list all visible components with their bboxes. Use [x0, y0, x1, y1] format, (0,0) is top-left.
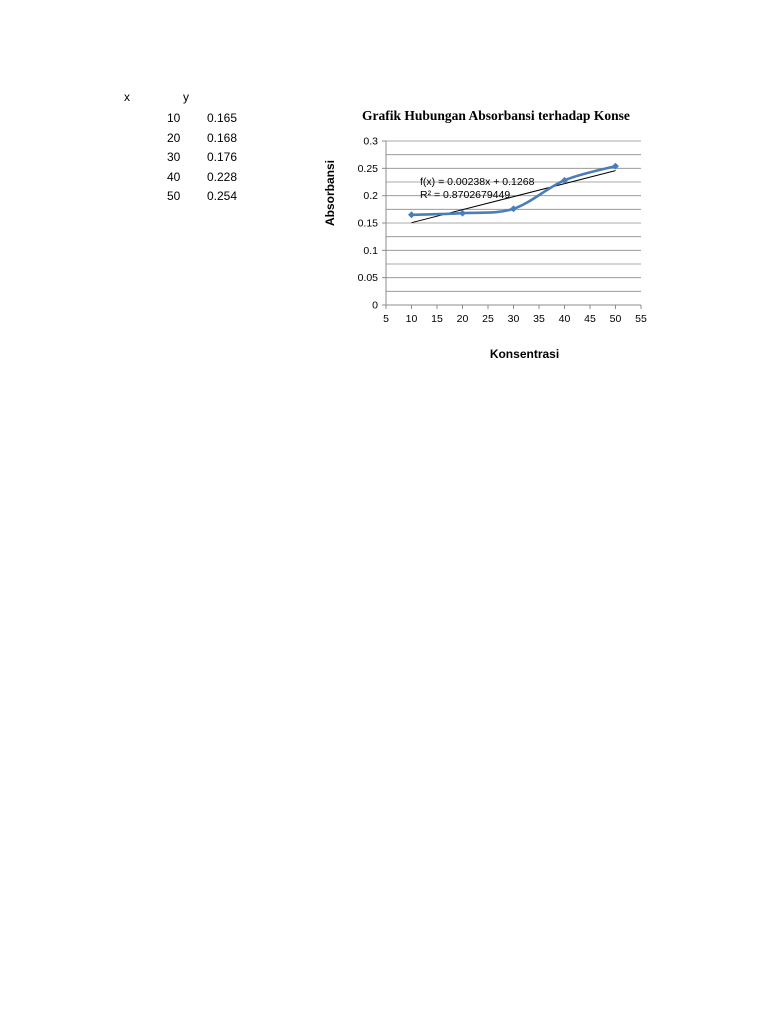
y-tick-label: 0.3 — [363, 135, 378, 148]
cell-x: 10 — [167, 111, 181, 125]
x-axis-label: Konsentrasi — [489, 347, 560, 361]
chart — [318, 104, 658, 366]
y-tick-label: 0.2 — [363, 190, 378, 203]
chart-plot — [318, 104, 658, 366]
y-tick-label: 0.05 — [357, 272, 378, 285]
x-tick-label: 5 — [383, 313, 389, 325]
y-tick-label: 0.15 — [357, 217, 378, 230]
x-tick-label: 50 — [609, 313, 622, 325]
cell-x: 20 — [167, 130, 181, 145]
chart-title: Grafik Hubungan Absorbansi terhadap Konse — [362, 108, 630, 123]
x-tick-label: 15 — [431, 313, 443, 325]
cell-y: 0.168 — [207, 130, 238, 145]
cell-y: 0.165 — [207, 111, 238, 125]
x-tick-label: 30 — [507, 313, 520, 325]
x-tick-label: 35 — [533, 313, 545, 325]
cell-x: 30 — [167, 150, 181, 164]
trendline-r2: R² = 0.8702679449 — [420, 189, 511, 201]
trendline-equation: f(x) = 0.00238x + 0.1268 — [420, 176, 535, 188]
cell-y: 0.176 — [207, 150, 238, 164]
x-tick-label: 25 — [482, 313, 494, 325]
cell-x: 50 — [167, 189, 181, 203]
y-tick-label: 0.1 — [363, 244, 378, 257]
data-point — [459, 210, 465, 216]
data-point — [510, 206, 516, 212]
data-point — [408, 212, 414, 218]
cell-x: 40 — [167, 169, 181, 184]
x-tick-label: 20 — [456, 313, 469, 325]
column-header-y: y — [183, 90, 189, 104]
x-tick-label: 55 — [635, 313, 647, 325]
column-header-x: x — [124, 90, 130, 104]
y-tick-label: 0 — [372, 299, 378, 312]
x-tick-label: 40 — [558, 313, 571, 325]
x-tick-label: 45 — [584, 313, 596, 325]
y-axis-label: Absorbansi — [323, 159, 337, 227]
cell-y: 0.228 — [207, 169, 238, 184]
x-tick-label: 10 — [405, 313, 418, 325]
cell-y: 0.254 — [207, 189, 238, 203]
y-tick-label: 0.25 — [357, 162, 378, 175]
